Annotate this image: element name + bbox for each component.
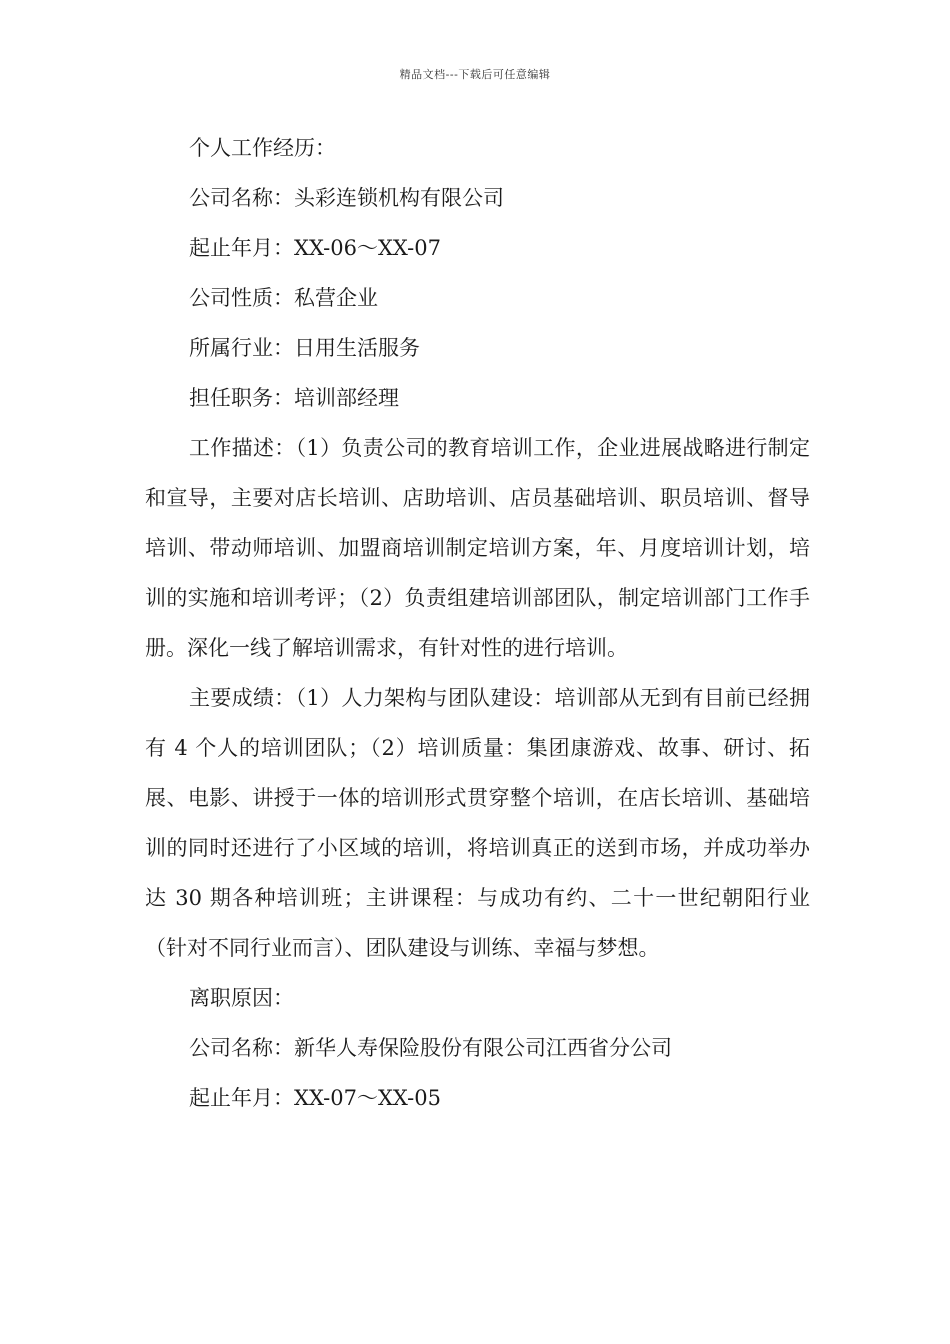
page-header: 精品文档---下载后可任意编辑: [399, 68, 551, 81]
section-title: 个人工作经历：: [189, 136, 336, 160]
job-description: 工作描述：（1）负责公司的教育培训工作，企业进展战略进行制定和宣导，主要对店长培训、店助培训、店员基础培训、职员培训、督导培训、带动师培训、加盟商培训制定培训方案，年、月度培训计划，培训的实施和培训考评；（2）负责组建培训部团队，制定培训部门工作手册。深化一线了解培训需求，有针对性的进行培训。: [145, 436, 810, 660]
company-type: 公司性质：私营企业: [189, 286, 378, 310]
position: 担任职务：培训部经理: [189, 386, 399, 410]
employment-period: 起止年月：XX-06～XX-07: [189, 236, 441, 260]
leave-reason: 离职原因：: [189, 986, 294, 1010]
company-name-2: 公司名称：新华人寿保险股份有限公司江西省分公司: [189, 1036, 672, 1060]
industry: 所属行业：日用生活服务: [189, 336, 420, 360]
achievements: 主要成绩：（1）人力架构与团队建设：培训部从无到有目前已经拥有 4 个人的培训团队；（2）培训质量：集团康游戏、故事、研讨、拓展、电影、讲授于一体的培训形式贯穿整个培训，在店长培训、基础培训的同时还进行了小区域的培训，将培训真正的送到市场，并成功举办达 30 期各种培训班；主讲课程：与成功有约、二十一世纪朝阳行业（针对不同行业而言）、团队建设与训练、幸福与梦想。: [145, 686, 810, 960]
document-body: [145, 123, 810, 1123]
company-name: 公司名称：头彩连锁机构有限公司: [189, 186, 504, 210]
employment-period-2: 起止年月：XX-07～XX-05: [189, 1086, 441, 1110]
